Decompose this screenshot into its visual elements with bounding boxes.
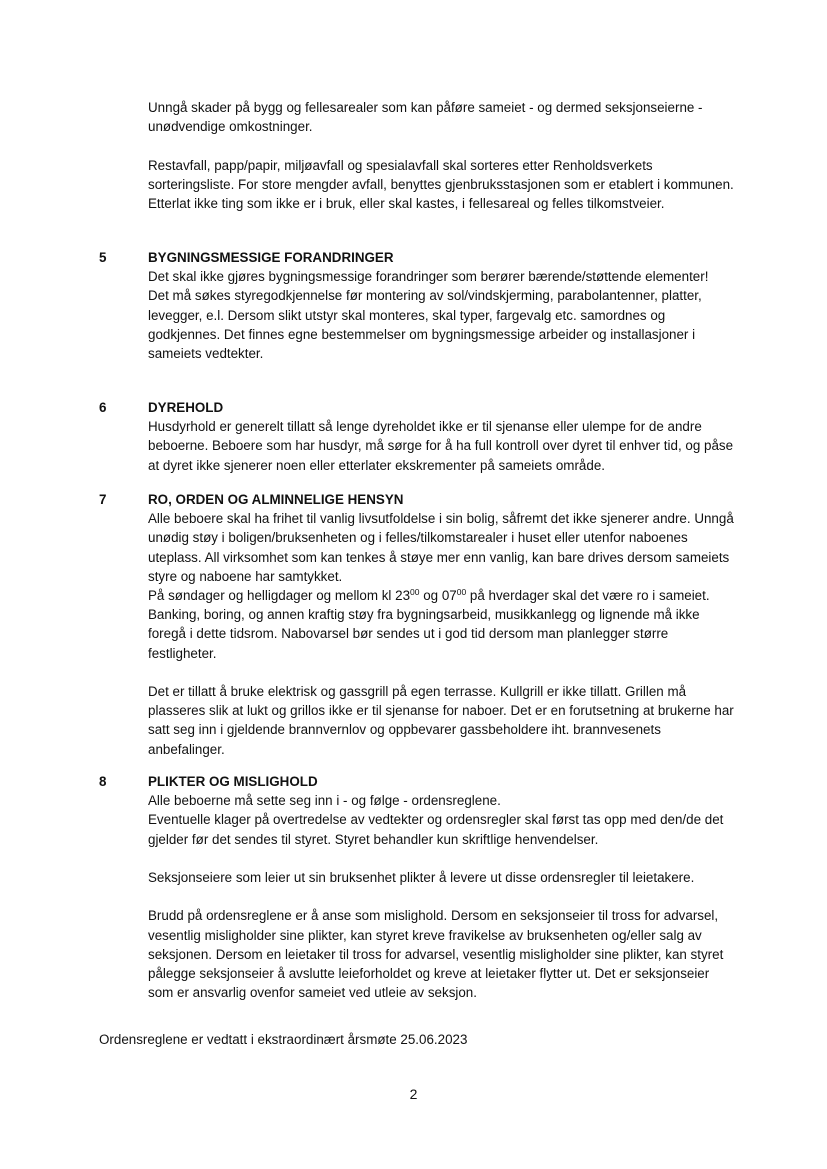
section-6 bbox=[148, 398, 738, 475]
intro-paragraph-1: Unngå skader på bygg og fellesarealer som kan påføre sameiet - og dermed seksjonseierne - unødvendige omkostninger. bbox=[148, 100, 703, 135]
section-8-number: 8 bbox=[99, 774, 107, 789]
quiet-hours-text-a: På søndager og helligdager og mellom kl 23 bbox=[148, 588, 411, 604]
section-7-number: 7 bbox=[99, 492, 107, 507]
adoption-note: Ordensreglene er vedtatt i ekstraordinært årsmøte 25.06.2023 bbox=[99, 1032, 468, 1047]
section-6-title: DYREHOLD bbox=[148, 400, 224, 415]
section-5 bbox=[148, 248, 738, 363]
section-5-paragraph-2: Det må søkes styregodkjennelse før montering av sol/vindskjerming, parabolantenner, platter, levegger, e.l. Dersom slikt utstyr skal monteres, skal typer, fargevalg etc. samordnes og godkjennes. Det finnes egne bestemmelser om bygningsmessige arbeider og installasjoner i sameiets vedtekter. bbox=[148, 288, 702, 362]
section-7 bbox=[148, 490, 738, 759]
section-8 bbox=[148, 772, 738, 1002]
section-5-number: 5 bbox=[99, 250, 107, 265]
section-6-number: 6 bbox=[99, 400, 107, 415]
section-8-paragraph-3: Seksjonseiere som leier ut sin bruksenhet plikter å levere ut disse ordensregler til leietakere. bbox=[148, 870, 695, 885]
section-5-title: BYGNINGSMESSIGE FORANDRINGER bbox=[148, 250, 394, 265]
quiet-hours-superscript-2: 00 bbox=[456, 587, 467, 598]
section-8-paragraph-4: Brudd på ordensreglene er å anse som mislighold. Dersom en seksjonseier til tross for advarsel, vesentlig misligholder sine plikter, kan styret kreve fravikelse av bruksenheten og/eller salg av seksjonen. Dersom en leietaker til tross for advarsel, vesentlig misligholder sine plikter, kan styret pålegge seksjonseier å avslutte leieforholdet og kreve at leietaker flytter ut. Det er seksjonseier som er ansvarlig ovenfor sameiet ved utleie av seksjon. bbox=[148, 908, 724, 1001]
section-5-paragraph-1: Det skal ikke gjøres bygningsmessige forandringer som berører bærende/støttende elementer! bbox=[148, 269, 709, 285]
section-7-paragraph-3: Det er tillatt å bruke elektrisk og gassgrill på egen terrasse. Kullgrill er ikke tillatt. Grillen må plasseres slik at lukt og grillos ikke er til sjenanse for naboer. Det er en forutsetning at brukerne har satt seg inn i gjeldende brannvernlov og oppbevarer gassbeholdere iht. brannvesenets anbefalinger. bbox=[148, 684, 734, 757]
section-8-title: PLIKTER OG MISLIGHOLD bbox=[148, 774, 318, 789]
intro-block bbox=[148, 98, 738, 213]
page-number: 2 bbox=[409, 1086, 418, 1102]
section-7-title: RO, ORDEN OG ALMINNELIGE HENSYN bbox=[148, 492, 404, 507]
section-8-paragraph-2: Eventuelle klager på overtredelse av vedtekter og ordensregler skal først tas opp med den/de det gjelder før det sendes til styret. Styret behandler kun skriftlige henvendelser. bbox=[148, 812, 724, 847]
section-7-paragraph-2 bbox=[148, 586, 738, 663]
quiet-hours-text-c: på hverdager skal det være ro i sameiet. Banking, boring, og annen kraftig støy fra bygningsarbeid, musikkanlegg og lignende må ikke foregå i dette tidsrom. Nabovarsel bør sendes ut i god tid dersom man planlegger større festligheter. bbox=[148, 588, 710, 661]
quiet-hours-text-b: og 07 bbox=[419, 588, 457, 604]
intro-paragraph-2: Restavfall, papp/papir, miljøavfall og spesialavfall skal sorteres etter Renholdsverkets sorteringsliste. For store mengder avfall, benyttes gjenbruksstasjonen som er etablert i kommunen. Etterlat ikke ting som ikke er i bruk, eller skal kastes, i fellesareal og felles tilkomstveier. bbox=[148, 157, 734, 211]
section-8-paragraph-1: Alle beboerne må sette seg inn i - og følge - ordensreglene. bbox=[148, 793, 501, 809]
section-7-paragraph-1: Alle beboere skal ha frihet til vanlig livsutfoldelse i sin bolig, såfremt det ikke sjenerer andre. Unngå unødig støy i boligen/bruksenheten og i felles/tilkomstarealer i huset eller utenfor naboenes uteplass. All virksomhet som kan tenkes å støye mer enn vanlig, kan bare drives dersom sameiets styre og naboene har samtykket. bbox=[148, 511, 734, 584]
section-6-paragraph-1: Husdyrhold er generelt tillatt så lenge dyreholdet ikke er til sjenanse eller ulempe for de andre beboerne. Beboere som har husdyr, må sørge for å ha full kontroll over dyret til enhver tid, og påse at dyret ikke sjenerer noen eller etterlater ekskrementer på sameiets område. bbox=[148, 419, 734, 473]
quiet-hours-superscript-1: 00 bbox=[410, 587, 420, 598]
